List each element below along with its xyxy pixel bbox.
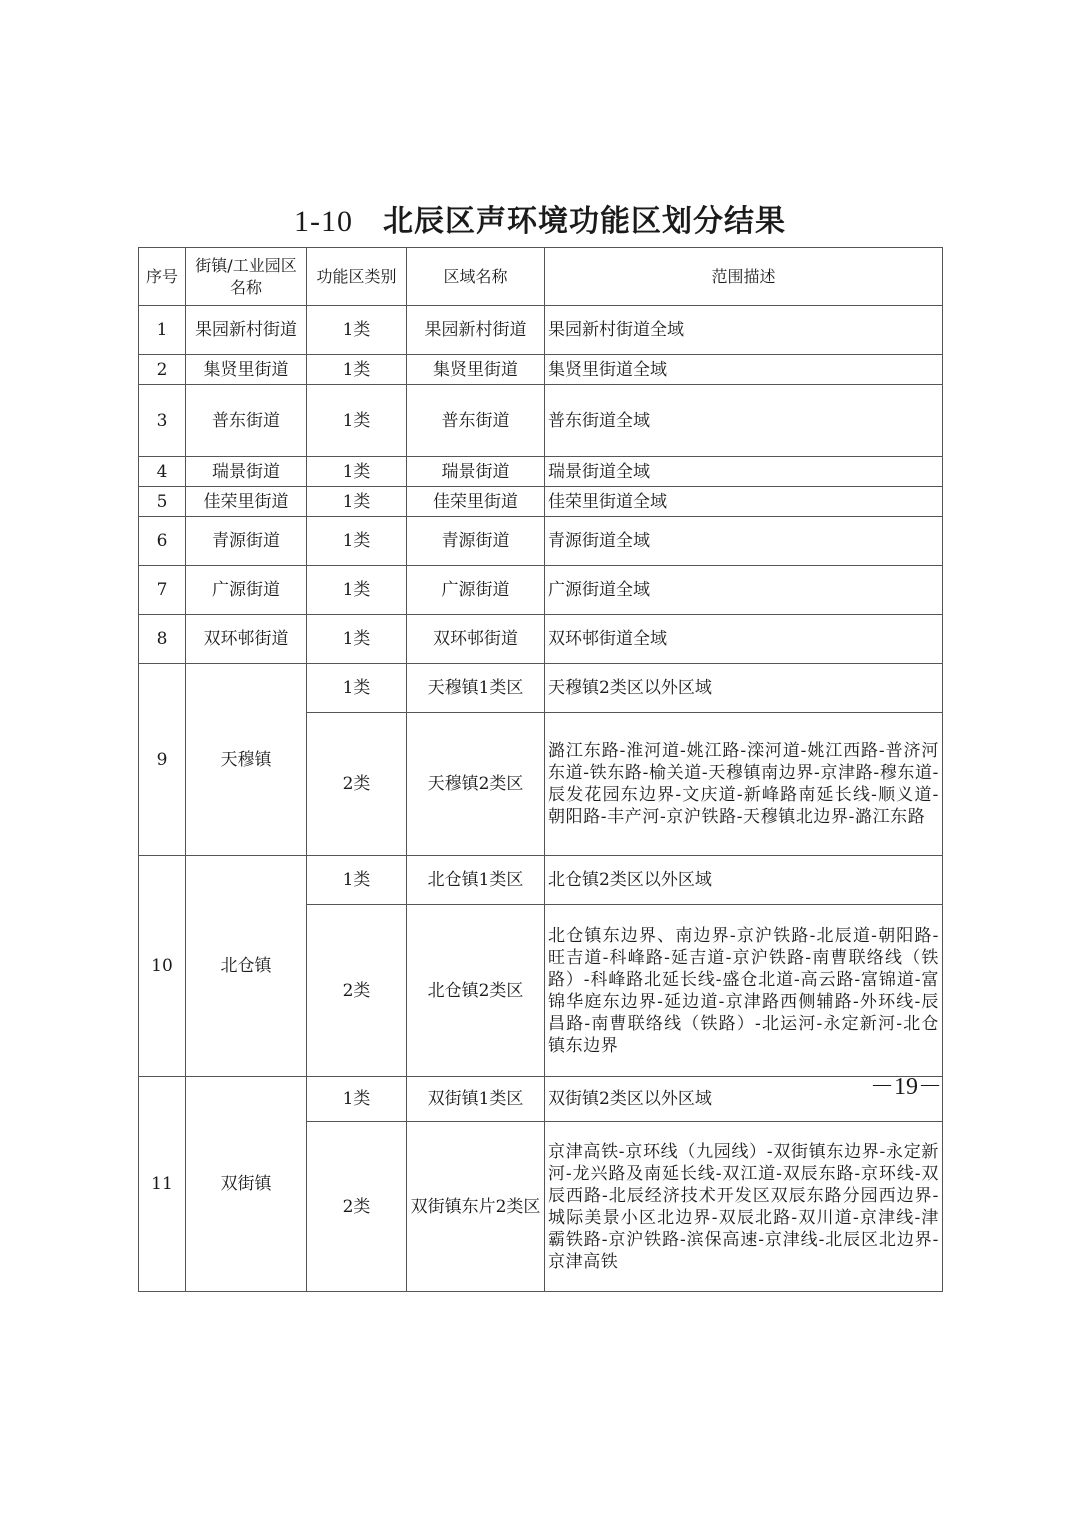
row-area: 佳荣里街道 — [407, 487, 545, 517]
row-desc: 集贤里街道全域 — [545, 355, 943, 385]
row-street: 双街镇 — [186, 1077, 307, 1292]
table-row — [139, 385, 943, 457]
row-class: 2类 — [307, 1122, 407, 1292]
table-row — [139, 355, 943, 385]
table-row — [139, 856, 943, 905]
row-street: 瑞景街道 — [186, 457, 307, 487]
row-class: 1类 — [307, 615, 407, 664]
table-row — [139, 487, 943, 517]
row-desc: 天穆镇2类区以外区域 — [545, 664, 943, 713]
row-desc: 北仓镇东边界、南边界-京沪铁路-北辰道-朝阳路-旺吉道-科峰路-延吉道-京沪铁路-南曹联络线（铁路）-科峰路北延长线-盛仓北道-高云路-富锦道-富锦华庭东边界-延边道-京津路西侧辅路-外环线-辰昌路-南曹联络线（铁路）-北运河-永定新河-北仓镇东边界 — [545, 905, 943, 1077]
row-class: 1类 — [307, 355, 407, 385]
row-street: 普东街道 — [186, 385, 307, 457]
row-desc: 双环邨街道全域 — [545, 615, 943, 664]
row-street: 青源街道 — [186, 517, 307, 566]
row-street: 广源街道 — [186, 566, 307, 615]
row-class: 1类 — [307, 856, 407, 905]
row-class: 1类 — [307, 566, 407, 615]
row-class: 1类 — [307, 487, 407, 517]
noise-zone-table — [138, 247, 943, 1292]
row-desc: 果园新村街道全域 — [545, 306, 943, 355]
row-no: 5 — [139, 487, 186, 517]
table-row — [139, 517, 943, 566]
row-no: 9 — [139, 664, 186, 856]
row-class: 1类 — [307, 306, 407, 355]
row-area: 双街镇1类区 — [407, 1077, 545, 1122]
row-no: 1 — [139, 306, 186, 355]
page-number: －19－ — [870, 1074, 942, 1100]
row-street: 集贤里街道 — [186, 355, 307, 385]
table-title: 北辰区声环境功能区划分结果 — [383, 204, 786, 239]
row-desc: 北仓镇2类区以外区域 — [545, 856, 943, 905]
row-area: 双街镇东片2类区 — [407, 1122, 545, 1292]
header-desc: 范围描述 — [545, 248, 943, 306]
row-street: 佳荣里街道 — [186, 487, 307, 517]
table-number: 1-10 — [294, 205, 353, 238]
header-class: 功能区类别 — [307, 248, 407, 306]
table-row — [139, 306, 943, 355]
row-area: 北仓镇2类区 — [407, 905, 545, 1077]
row-no: 4 — [139, 457, 186, 487]
row-class: 1类 — [307, 385, 407, 457]
row-class: 1类 — [307, 517, 407, 566]
row-desc: 青源街道全域 — [545, 517, 943, 566]
row-no: 11 — [139, 1077, 186, 1292]
page-title — [0, 196, 1080, 240]
row-area: 青源街道 — [407, 517, 545, 566]
row-no: 7 — [139, 566, 186, 615]
row-street: 双环邨街道 — [186, 615, 307, 664]
row-desc: 广源街道全域 — [545, 566, 943, 615]
row-desc: 普东街道全域 — [545, 385, 943, 457]
row-desc: 瑞景街道全域 — [545, 457, 943, 487]
row-class: 1类 — [307, 1077, 407, 1122]
header-no: 序号 — [139, 248, 186, 306]
row-class: 2类 — [307, 905, 407, 1077]
row-area: 北仓镇1类区 — [407, 856, 545, 905]
row-desc: 潞江东路-淮河道-姚江路-滦河道-姚江西路-普济河东道-铁东路-榆关道-天穆镇南边界-京津路-穆东道-辰发花园东边界-文庆道-新峰路南延长线-顺义道-朝阳路-丰产河-京沪铁路-天穆镇北边界-潞江东路 — [545, 713, 943, 856]
row-no: 6 — [139, 517, 186, 566]
row-area: 瑞景街道 — [407, 457, 545, 487]
row-desc: 京津高铁-京环线（九园线）-双街镇东边界-永定新河-龙兴路及南延长线-双江道-双辰东路-京环线-双辰西路-北辰经济技术开发区双辰东路分园西边界-城际美景小区北边界-双辰北路-双川道-京津线-津霸铁路-京沪铁路-滨保高速-京津线-北辰区北边界-京津高铁 — [545, 1122, 943, 1292]
row-desc: 双街镇2类区以外区域 — [545, 1077, 943, 1122]
table-row — [139, 615, 943, 664]
row-area: 双环邨街道 — [407, 615, 545, 664]
table-row — [139, 1077, 943, 1122]
row-no: 8 — [139, 615, 186, 664]
row-area: 天穆镇1类区 — [407, 664, 545, 713]
row-area: 天穆镇2类区 — [407, 713, 545, 856]
table-row — [139, 664, 943, 713]
header-street: 街镇/工业园区名称 — [186, 248, 307, 306]
header-area: 区域名称 — [407, 248, 545, 306]
row-area: 果园新村街道 — [407, 306, 545, 355]
row-class: 2类 — [307, 713, 407, 856]
table-row — [139, 457, 943, 487]
row-class: 1类 — [307, 457, 407, 487]
row-desc: 佳荣里街道全域 — [545, 487, 943, 517]
row-area: 广源街道 — [407, 566, 545, 615]
row-street: 天穆镇 — [186, 664, 307, 856]
row-no: 10 — [139, 856, 186, 1077]
header-row — [139, 248, 943, 306]
row-no: 2 — [139, 355, 186, 385]
row-class: 1类 — [307, 664, 407, 713]
row-street: 北仓镇 — [186, 856, 307, 1077]
row-area: 集贤里街道 — [407, 355, 545, 385]
row-area: 普东街道 — [407, 385, 545, 457]
row-no: 3 — [139, 385, 186, 457]
table-row — [139, 566, 943, 615]
row-street: 果园新村街道 — [186, 306, 307, 355]
